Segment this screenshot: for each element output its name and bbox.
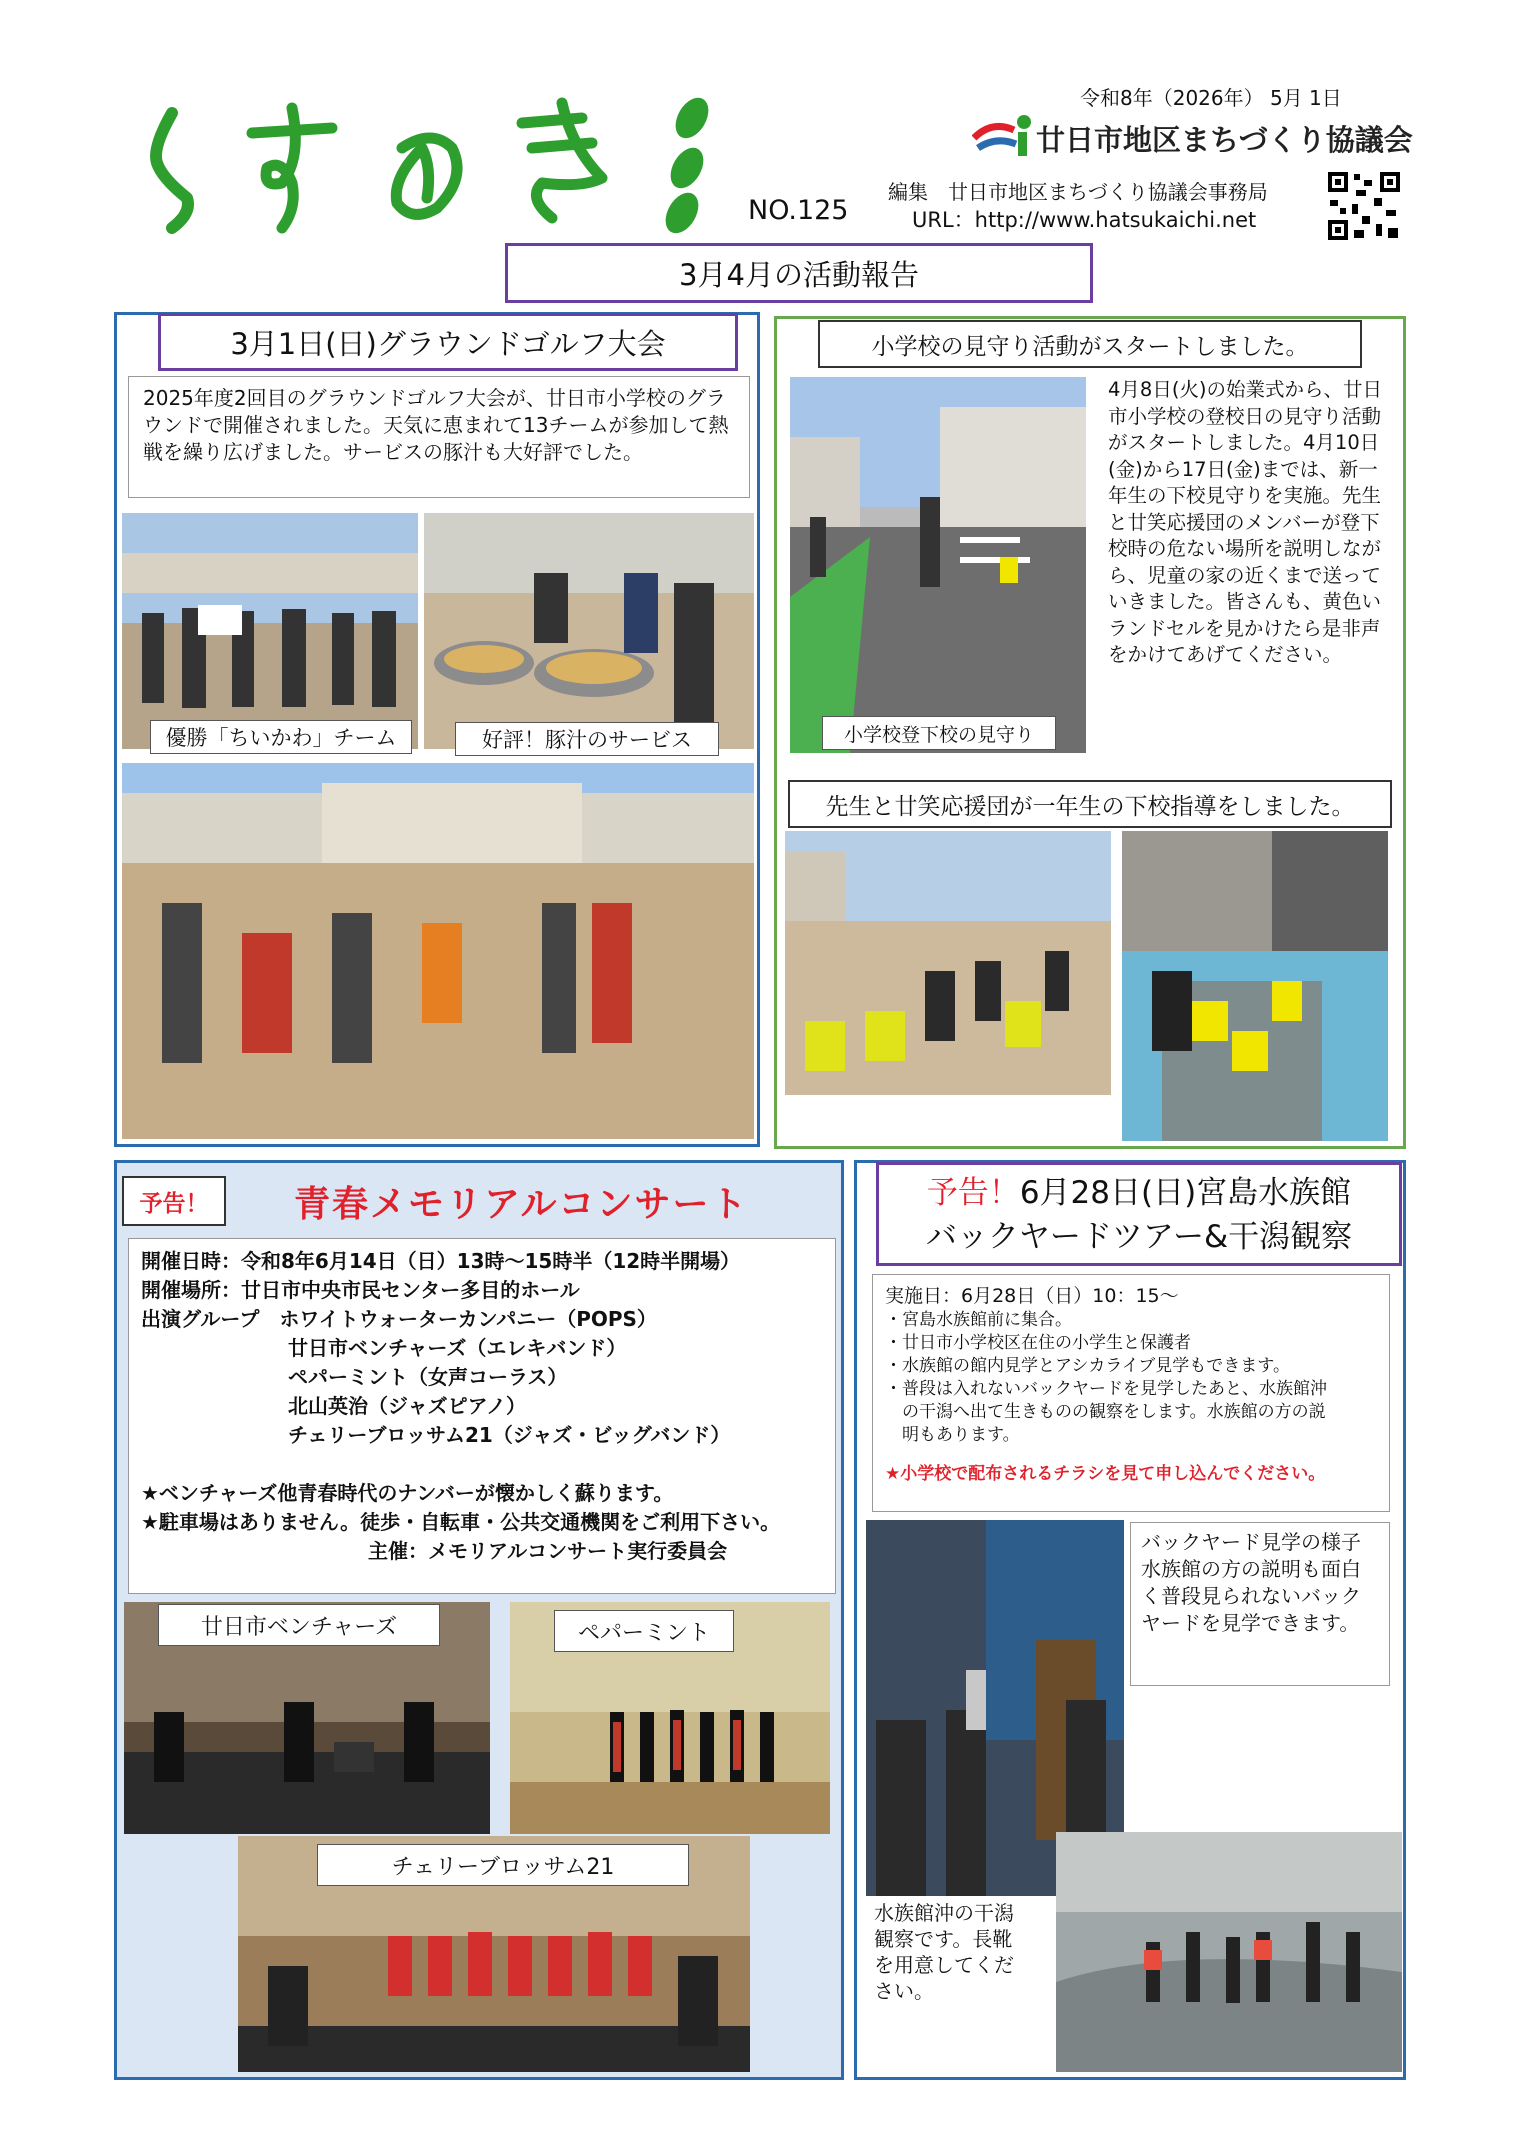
aquarium-bullet: ・水族館の館内見学とアシカライブ見学もできます。 (885, 1356, 1290, 1376)
url-line[interactable]: URL：http://www.hatsukaichi.net (912, 208, 1257, 232)
concert-ventures-caption: 廿日市ベンチャーズ (158, 1604, 440, 1646)
aquarium-bullet: 明もあります。 (885, 1425, 1020, 1445)
aquarium-bullet: の干潟へ出て生きものの観察をします。水族館の方の説 (885, 1402, 1326, 1422)
watch-street-photo (790, 377, 1086, 753)
watch-photo-caption: 小学校登下校の見守り (822, 716, 1056, 750)
concert-peppermint-caption: ペパーミント (554, 1610, 734, 1652)
aquarium-backyard-text: バックヤード見学の様子水族館の方の説明も面白く普段見られないバックヤードを見学できます。 (1130, 1522, 1390, 1686)
concert-line: チェリーブロッサム21（ジャズ・ビッグバンド） (141, 1423, 731, 1447)
golf-winner-caption: 優勝「ちいかわ」チーム (150, 720, 412, 754)
aquarium-title-red: 予告！ (926, 1175, 1020, 1211)
aquarium-title (876, 1162, 1402, 1266)
org-name: 廿日市地区まちづくり協議会 (1036, 123, 1413, 157)
golf-soup-photo (424, 513, 754, 749)
qr-code-icon[interactable] (1326, 170, 1402, 242)
issue-number: NO.125 (748, 195, 849, 226)
aquarium-details (872, 1274, 1390, 1512)
concert-line: 出演グループ ホワイトウォーターカンパニー（POPS） (141, 1307, 657, 1331)
aquarium-bullet: ・宮島水族館前に集合。 (885, 1310, 1072, 1330)
watch-description: 4月8日(火)の始業式から、廿日市小学校の登校日の見守り活動がスタートしました。4月10日(金)から17日(金)までは、新一年生の下校見守りを実施。先生と廿笑応援団のメンバーが登下校時の危ない場所を説明しながら、児童の家の近くまで送っていきました。皆さんも、黄色いランドセルを見かけたら是非声をかけてあげてください。 (1108, 378, 1383, 666)
concert-line: 北山英治（ジャズピアノ） (141, 1394, 526, 1418)
aquarium-notice: ★小学校で配布されるチラシを見て申し込んでください。 (885, 1464, 1326, 1484)
aquarium-bullet: ・廿日市小学校区在住の小学生と保護者 (885, 1333, 1191, 1353)
concert-line: 主催：メモリアルコンサート実行委員会 (141, 1539, 728, 1563)
concert-line: 開催場所：廿日市中央市民センター多目的ホール (141, 1278, 580, 1302)
concert-line: ★ベンチャーズ他青春時代のナンバーが懐かしく蘇ります。 (141, 1481, 674, 1505)
golf-soup-caption: 好評！豚汁のサービス (455, 722, 719, 756)
concert-details (128, 1238, 836, 1594)
concert-line: ペパーミント（女声コーラス） (141, 1365, 568, 1389)
org-logo-icon (972, 110, 1034, 158)
concert-line: ★駐車場はありません。徒歩・自転車・公共交通機関をご利用下さい。 (141, 1510, 781, 1534)
concert-line: 廿日市ベンチャーズ（エレキバンド） (141, 1336, 627, 1360)
editor-line: 編集 廿日市地区まちづくり協議会事務局 (888, 180, 1268, 204)
concert-line: 開催日時：令和8年6月14日（日）13時～15時半（12時半開場） (141, 1249, 741, 1273)
golf-winner-photo (122, 513, 418, 749)
aquarium-title-line2: バックヤードツアー&干潟観察 (925, 1219, 1353, 1255)
concert-title: 青春メモリアルコンサート (294, 1184, 749, 1225)
golf-game-photo (122, 763, 754, 1139)
issue-date: 令和8年（2026年） 5月 1日 (1080, 86, 1342, 110)
concert-line (141, 1450, 823, 1479)
aquarium-title-date: 6月28日(日)宮島水族館 (1019, 1175, 1352, 1211)
watch-stairs-photo (1122, 831, 1388, 1141)
concert-badge: 予告！ (122, 1176, 226, 1226)
concert-cherry-caption: チェリーブロッサム21 (317, 1844, 689, 1886)
watch-schoolyard-photo (785, 831, 1111, 1095)
watch-title: 小学校の見守り活動がスタートしました。 (818, 320, 1362, 368)
golf-title: 3月1日(日)グラウンドゴルフ大会 (158, 313, 738, 371)
aquarium-bullet: ・普段は入れないバックヤードを見学したあと、水族館沖 (885, 1379, 1327, 1399)
aquarium-bullets (885, 1309, 1377, 1447)
aquarium-tideflat-text: 水族館沖の干潟観察です。長靴を用意してください。 (866, 1896, 1034, 2028)
aquarium-tideflat-photo (1056, 1832, 1402, 2072)
watch-subtitle: 先生と廿笑応援団が一年生の下校指導をしました。 (788, 780, 1392, 828)
main-title: 3月4月の活動報告 (505, 243, 1093, 303)
aquarium-date: 実施日：6月28日（日）10：15～ (885, 1285, 1179, 1307)
masthead-logo (132, 88, 722, 238)
golf-description: 2025年度2回目のグラウンドゴルフ大会が、廿日市小学校のグラウンドで開催されました。天気に恵まれて13チームが参加して熱戦を繰り広げました。サービスの豚汁も大好評でした。 (128, 376, 750, 498)
